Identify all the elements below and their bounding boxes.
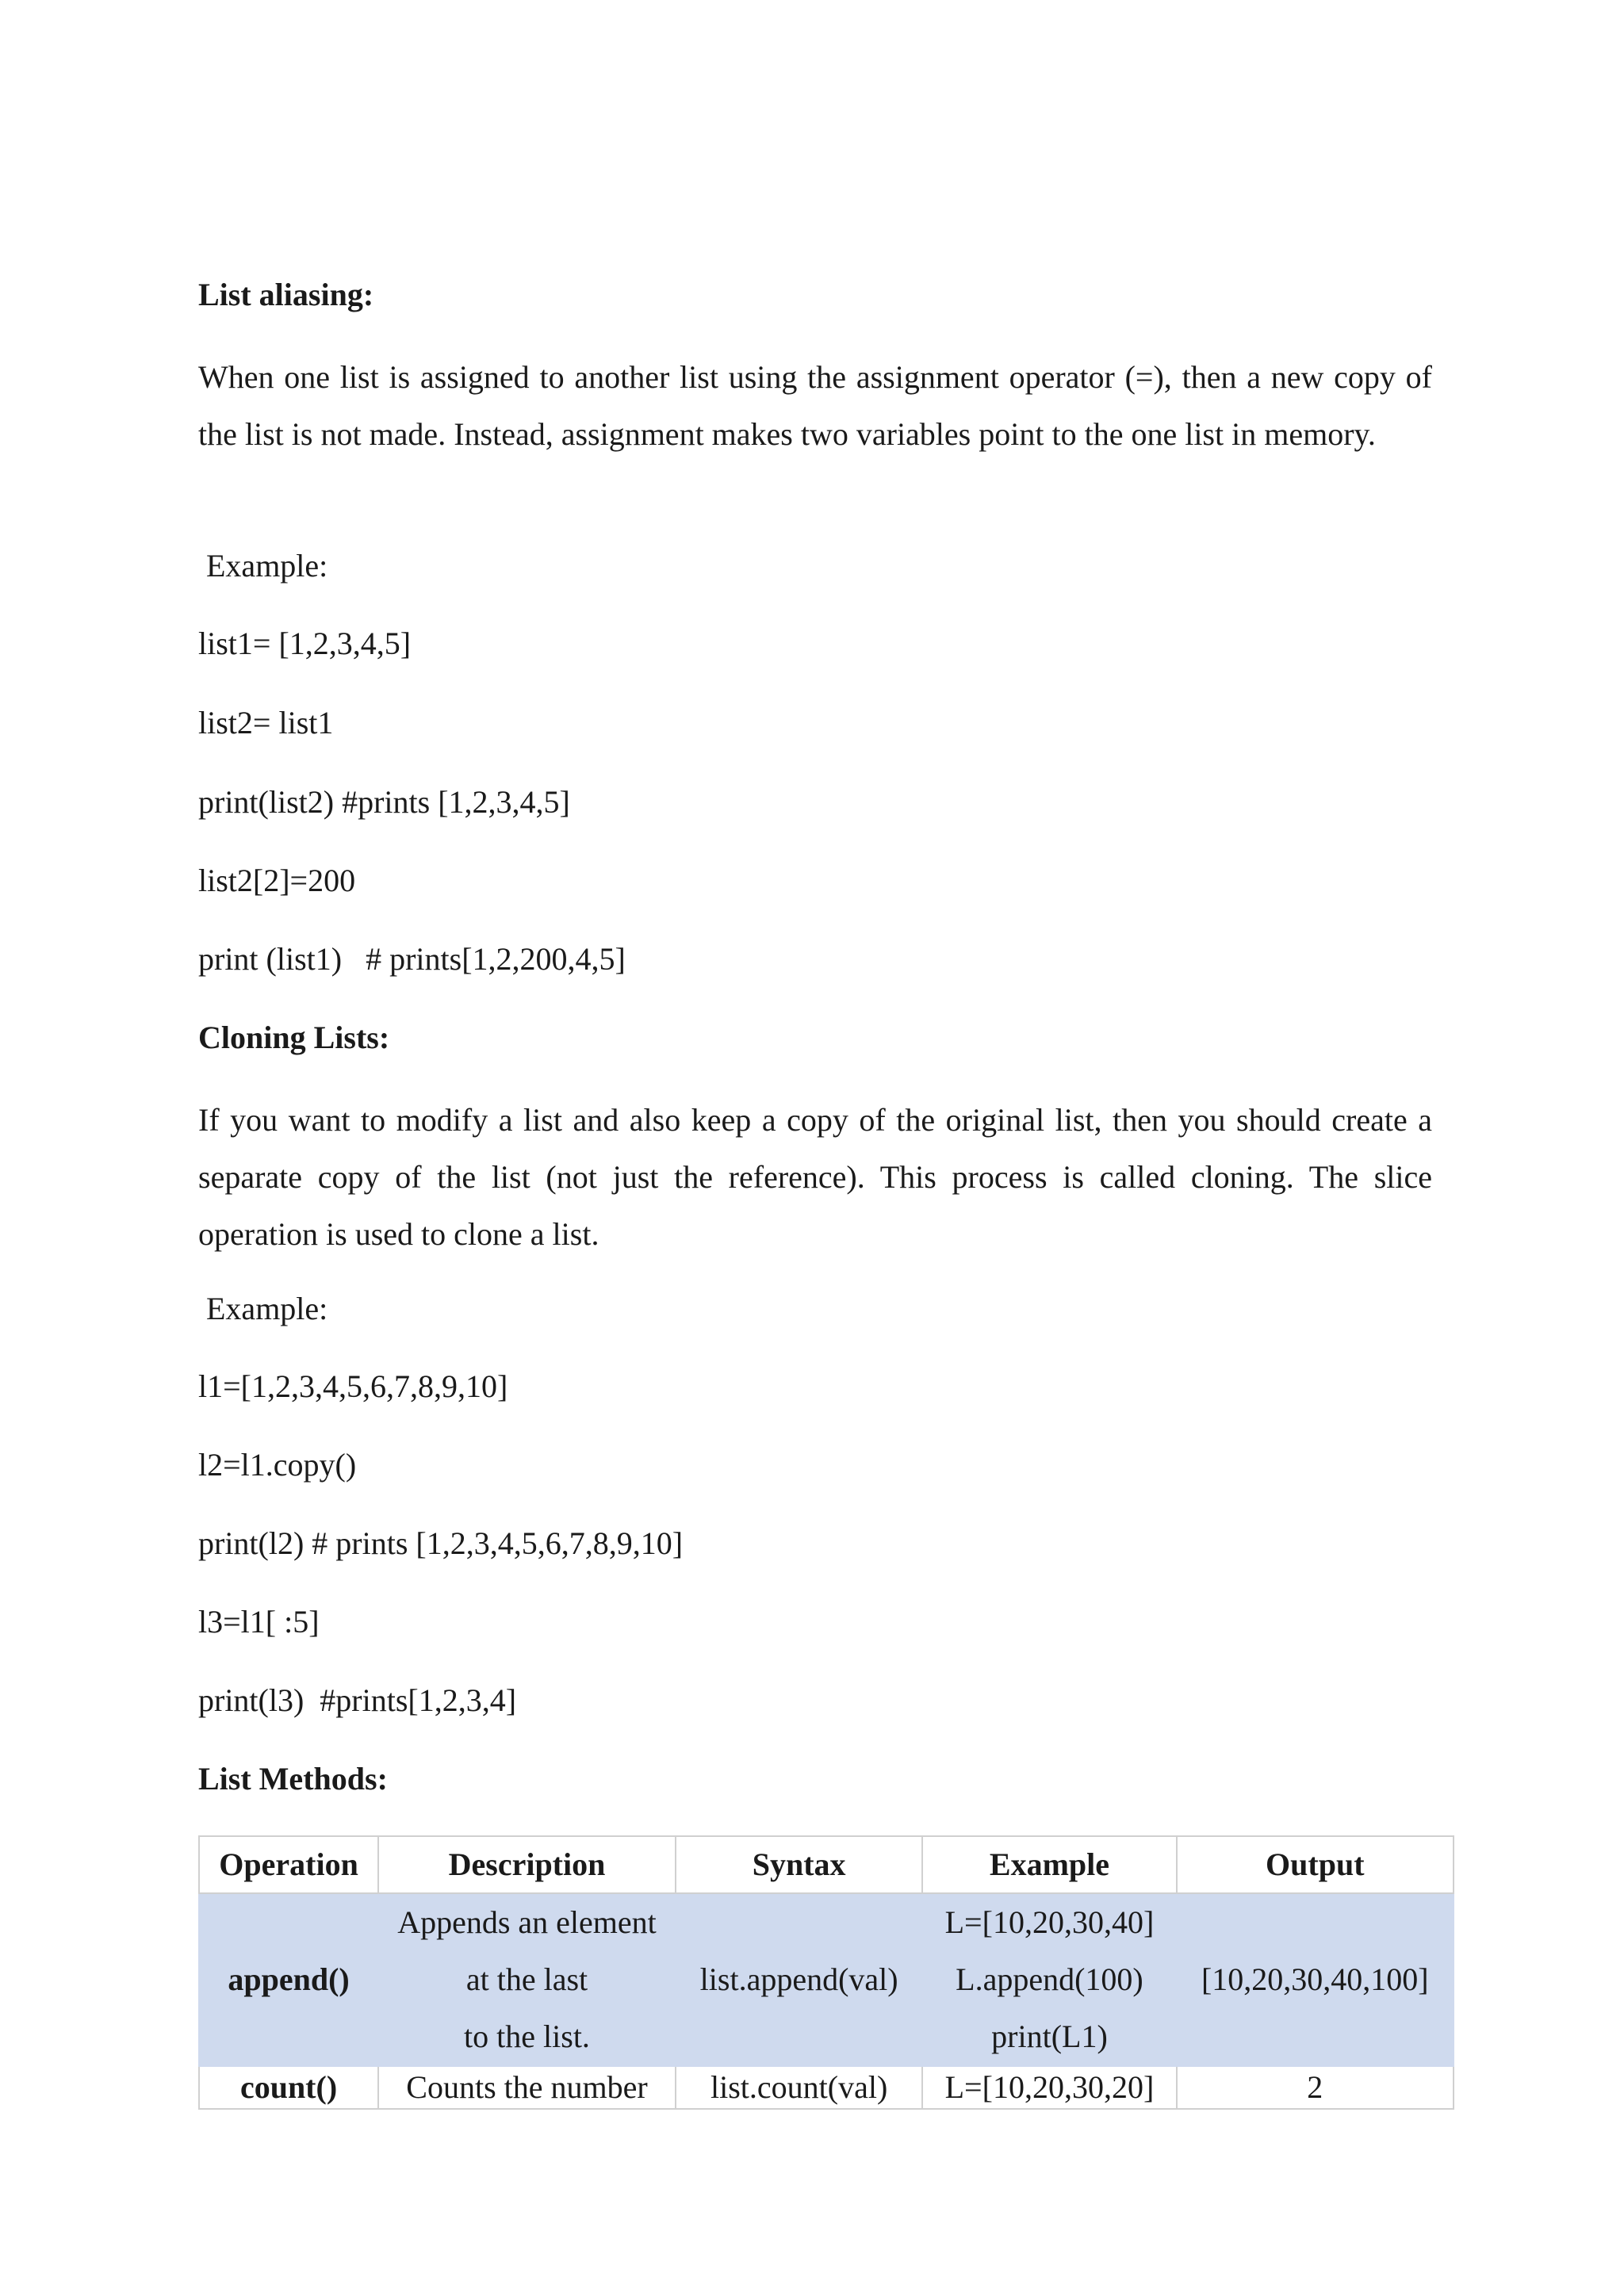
cloning-code-line: print(l3) #prints[1,2,3,4]	[198, 1682, 517, 1718]
cell-syntax: list.append(val)	[676, 1893, 922, 2066]
cell-syntax: list.count(val)	[676, 2066, 922, 2109]
table-header-row	[199, 1836, 1454, 1893]
aliasing-heading: List aliasing:	[198, 277, 374, 312]
table-row	[199, 1893, 1454, 2066]
cell-example	[922, 2066, 1176, 2109]
cell-operation: count()	[199, 2066, 378, 2109]
cloning-paragraph: If you want to modify a list and also keep a copy of the original list, then you should create a separate copy of the list (not just the reference). This process is called cloning. The slice operation is used to clone a list.	[198, 1102, 1432, 1252]
example-line: L=[10,20,30,40]	[944, 1904, 1155, 1940]
description-line: to the list.	[464, 2019, 590, 2054]
cloning-code-line: l3=l1[ :5]	[198, 1604, 320, 1640]
example-line: L=[10,20,30,20]	[944, 2069, 1155, 2105]
cloning-code-line: l1=[1,2,3,4,5,6,7,8,9,10]	[198, 1368, 508, 1404]
description-line: Appends an element	[397, 1904, 657, 1940]
table-row	[199, 2066, 1454, 2109]
aliasing-code-line: list1= [1,2,3,4,5]	[198, 626, 412, 661]
cell-example	[922, 1893, 1176, 2066]
description-line: at the last	[465, 1961, 588, 1997]
header-syntax: Syntax	[676, 1836, 922, 1893]
cell-description	[378, 1893, 676, 2066]
list-methods-table	[198, 1835, 1454, 2110]
cloning-heading: Cloning Lists:	[198, 1020, 390, 1055]
example-line: print(L1)	[991, 2019, 1108, 2054]
cloning-code-line: print(l2) # prints [1,2,3,4,5,6,7,8,9,10]	[198, 1525, 684, 1561]
example-line: L.append(100)	[956, 1961, 1143, 1997]
cell-output: 2	[1177, 2066, 1454, 2109]
methods-heading: List Methods:	[198, 1761, 388, 1797]
cloning-example-label: Example:	[206, 1291, 328, 1326]
aliasing-code-line: print(list2) #prints [1,2,3,4,5]	[198, 784, 570, 820]
header-example: Example	[922, 1836, 1176, 1893]
aliasing-paragraph: When one list is assigned to another list using the assignment operator (=), then a new copy of the list is not made. Instead, assignment makes two variables point to the one list in memory.	[198, 359, 1432, 452]
description-line: Counts the number	[406, 2069, 648, 2105]
aliasing-code-line: print (list1) # prints[1,2,200,4,5]	[198, 941, 626, 977]
cell-operation: append()	[199, 1893, 378, 2066]
header-operation: Operation	[199, 1836, 378, 1893]
cell-output: [10,20,30,40,100]	[1177, 1893, 1454, 2066]
header-description: Description	[378, 1836, 676, 1893]
aliasing-code-line: list2[2]=200	[198, 863, 356, 898]
header-output: Output	[1177, 1836, 1454, 1893]
aliasing-example-label: Example:	[206, 548, 328, 584]
aliasing-code-line: list2= list1	[198, 705, 334, 740]
cloning-code-line: l2=l1.copy()	[198, 1447, 357, 1483]
cell-description	[378, 2066, 676, 2109]
